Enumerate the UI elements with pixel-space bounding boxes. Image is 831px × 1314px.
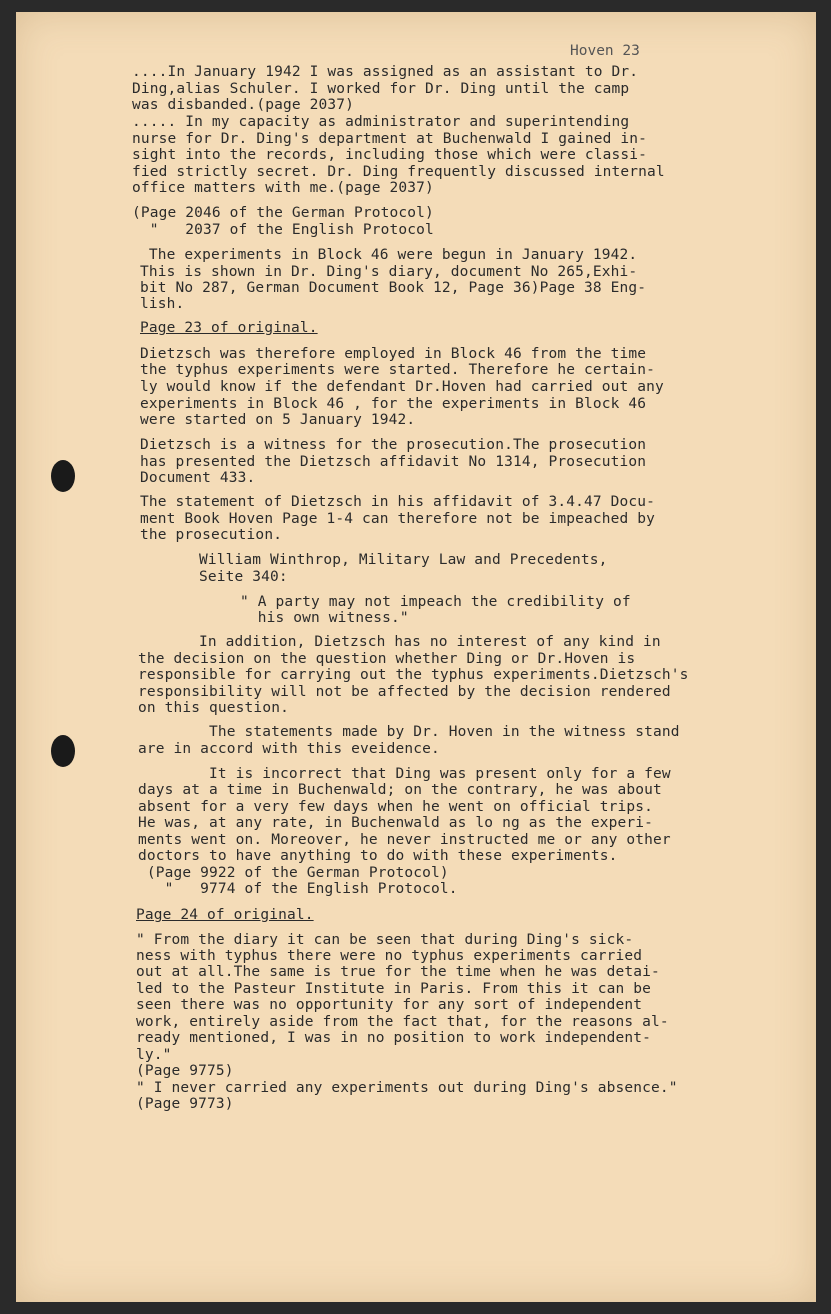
text-line: responsible for carrying out the typhus experiments.Dietzsch's: [138, 667, 689, 683]
text-line: ....In January 1942 I was assigned as an assistant to Dr.: [132, 64, 639, 80]
text-line: (Page 9922 of the German Protocol): [138, 865, 449, 881]
page-header: Hoven 23: [570, 43, 640, 59]
text-line: It is incorrect that Ding was present only for a few: [209, 766, 671, 782]
text-line: ment Book Hoven Page 1-4 can therefore not be impeached by: [140, 511, 656, 527]
text-line: " A party may not impeach the credibility of: [240, 594, 631, 610]
text-line: " 9774 of the English Protocol.: [138, 881, 458, 897]
text-line: " 2037 of the English Protocol: [132, 222, 434, 238]
text-line: (Page 9773): [136, 1096, 234, 1112]
text-line: has presented the Dietzsch affidavit No 1314, Prosecution: [140, 454, 647, 470]
text-line: ..... In my capacity as administrator and superintending: [132, 114, 630, 130]
text-line: the typhus experiments were started. Therefore he certain-: [140, 362, 656, 378]
text-line: In addition, Dietzsch has no interest of any kind in: [199, 634, 661, 650]
text-line: seen there was no opportunity for any sort of independent: [136, 997, 643, 1013]
text-line: William Winthrop, Military Law and Precedents,: [199, 552, 608, 568]
text-line: bit No 287, German Document Book 12, Page 36)Page 38 Eng-: [140, 280, 647, 296]
text-line: Dietzsch was therefore employed in Block 46 from the time: [140, 346, 647, 362]
text-line: office matters with me.(page 2037): [132, 180, 434, 196]
text-line: the prosecution.: [140, 527, 283, 543]
text-line: The experiments in Block 46 were begun in January 1942.: [140, 247, 638, 263]
text-line: This is shown in Dr. Ding's diary, document No 265,Exhi-: [140, 264, 638, 280]
text-line: ly.": [136, 1047, 172, 1063]
text-line: Ding,alias Schuler. I worked for Dr. Ding until the camp: [132, 81, 630, 97]
text-line: (Page 9775): [136, 1063, 234, 1079]
text-line: sight into the records, including those which were classi-: [132, 147, 648, 163]
text-line: the decision on the question whether Ding or Dr.Hoven is: [138, 651, 636, 667]
text-line: Dietzsch is a witness for the prosecution.The prosecution: [140, 437, 647, 453]
text-line: ready mentioned, I was in no position to work independent-: [136, 1030, 652, 1046]
text-line: nurse for Dr. Ding's department at Buchenwald I gained in-: [132, 131, 648, 147]
text-line: on this question.: [138, 700, 289, 716]
text-line: " From the diary it can be seen that during Ding's sick-: [136, 932, 634, 948]
text-line: lish.: [140, 296, 185, 312]
text-line: absent for a very few days when he went on official trips.: [138, 799, 654, 815]
text-line: Document 433.: [140, 470, 256, 486]
text-line: his own witness.": [240, 610, 409, 626]
text-line: are in accord with this eveidence.: [138, 741, 440, 757]
text-line: out at all.The same is true for the time when he was detai-: [136, 964, 660, 980]
punch-hole-top: [51, 460, 75, 492]
text-line: was disbanded.(page 2037): [132, 97, 354, 113]
text-line: fied strictly secret. Dr. Ding frequently discussed internal: [132, 164, 665, 180]
text-line: doctors to have anything to do with these experiments.: [138, 848, 618, 864]
text-line: work, entirely aside from the fact that, for the reasons al-: [136, 1014, 669, 1030]
section-heading: Page 23 of original.: [140, 320, 318, 336]
text-line: ments went on. Moreover, he never instructed me or any other: [138, 832, 671, 848]
text-line: Seite 340:: [199, 569, 288, 585]
text-line: responsibility will not be affected by the decision rendered: [138, 684, 671, 700]
text-line: " I never carried any experiments out during Ding's absence.": [136, 1080, 678, 1096]
text-line: ly would know if the defendant Dr.Hoven had carried out any: [140, 379, 664, 395]
text-line: were started on 5 January 1942.: [140, 412, 416, 428]
text-line: The statement of Dietzsch in his affidavit of 3.4.47 Docu-: [140, 494, 656, 510]
text-line: ness with typhus there were no typhus experiments carried: [136, 948, 643, 964]
section-heading: Page 24 of original.: [136, 907, 314, 923]
text-line: (Page 2046 of the German Protocol): [132, 205, 434, 221]
punch-hole-bottom: [51, 735, 75, 767]
text-line: The statements made by Dr. Hoven in the witness stand: [209, 724, 680, 740]
text-line: He was, at any rate, in Buchenwald as lo ng as the experi-: [138, 815, 654, 831]
text-line: led to the Pasteur Institute in Paris. From this it can be: [136, 981, 652, 997]
text-line: days at a time in Buchenwald; on the contrary, he was about: [138, 782, 662, 798]
text-line: experiments in Block 46 , for the experiments in Block 46: [140, 396, 647, 412]
